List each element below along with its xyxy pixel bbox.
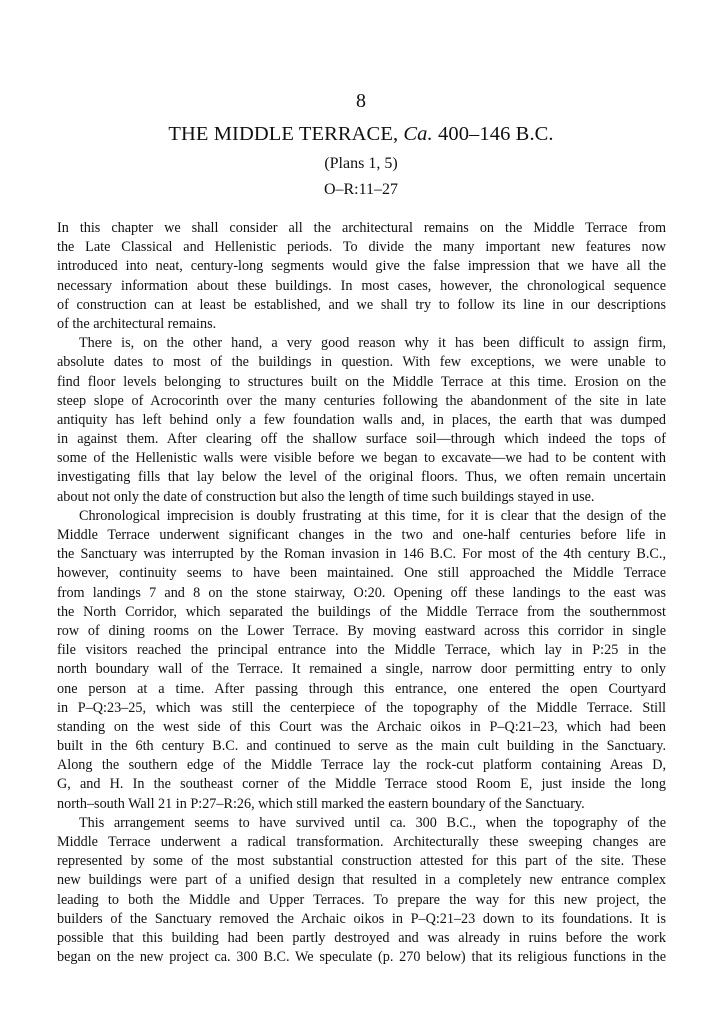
text-line: north–south Wall 21 in P:27–R:26, which still marked the eastern boundary of the Sanctuary. [57,795,585,812]
text-line: introduced into neat, century-long segments would give the false impression that we have all the [57,258,666,275]
text-line: Chronological imprecision is doubly frustrating at this time, for it is clear that the design of the [79,507,666,524]
text-line: G, and H. In the southeast corner of the Middle Terrace stood Room E, just inside the long [57,776,666,793]
text-line: represented by some of the most substantial construction attested for this part of the site. These [57,853,666,870]
text-line: In this chapter we shall consider all the architectural remains on the Middle Terrace from [57,220,666,236]
text-line: This arrangement seems to have survived until ca. 300 B.C., when the topography of the [79,814,666,831]
text-line: Along the southern edge of the Middle Terrace lay the rock-cut platform containing Areas D, [57,757,666,774]
chapter-title-circa: Ca. [403,123,433,145]
text-line: one person at a time. After passing through this entrance, one entered the open Courtyard [57,680,666,697]
text-line: There is, on the other hand, a very good reason why it has been difficult to assign firm, [79,335,666,352]
text-line: investigating fills that lay below the level of the original floors. Thus, we often remain uncertain [57,469,666,486]
text-line: Middle Terrace underwent a radical transformation. Architecturally these sweeping changes are [57,834,666,850]
text-line: in against them. After clearing off the shallow surface soil—through which indeed the tops of [57,431,666,448]
text-line: the Late Classical and Hellenistic periods. To divide the many important new features now [57,239,666,256]
body-text [57,219,666,967]
text-line: the North Corridor, which separated the buildings of the Middle Terrace from the southernmost [57,603,666,620]
plans-reference: (Plans 1, 5) [324,155,398,172]
text-line: steep slope of Acrocorinth over the many centuries following the abandonment of the site in late [57,392,666,409]
text-line: absolute dates to most of the buildings in question. With few exceptions, we were unable to [57,354,666,371]
text-line: began on the new project ca. 300 B.C. We speculate (p. 270 below) that its religious functions in the [57,949,666,966]
text-line: new buildings were part of a unified design that resulted in a completely new entrance complex [57,872,666,889]
grid-reference: O–R:11–27 [323,181,399,198]
text-line: about not only the date of construction but also the length of time such buildings stayed in use. [57,488,595,505]
text-line: leading to both the Middle and Upper Terraces. To prepare the way for this new project, the [57,891,666,908]
text-line: file visitors reached the principal entrance into the Middle Terrace, which lay in P:25 in the [57,642,666,659]
text-line: the Sanctuary was interrupted by the Roman invasion in 146 B.C. For most of the 4th century B.C., [57,546,666,563]
text-line: standing on the west side of this Court was the Archaic oikos in P–Q:21–23, which had been [57,718,666,735]
chapter-title-main: THE MIDDLE TERRACE, [168,123,404,145]
text-line: row of dining rooms on the Lower Terrace. By moving eastward across this corridor in single [57,622,666,639]
text-line: from landings 7 and 8 on the stone stairway, O:20. Opening off these landings to the east was [57,584,666,601]
text-line: some of the Hellenistic walls were visible before we began to excavate—we had to be content with [57,450,666,467]
text-line: of construction can at least be established, and we shall try to follow its line in our descriptions [57,296,666,313]
text-line: in P–Q:23–25, which was still the centerpiece of the topography of the Middle Terrace. Still [57,699,666,716]
chapter-title [0,121,722,147]
text-line: builders of the Sanctuary removed the Archaic oikos in P–Q:21–23 down to its foundations. It is [57,910,666,927]
text-line: possible that this building had been partly destroyed and was already in ruins before the work [57,929,666,946]
text-line: antiquity has left behind only a few foundation walls and, in places, the earth that was dumped [57,411,666,428]
chapter-title-dates: 400–146 B.C. [432,123,554,145]
text-line: built in the 6th century B.C. and continued to serve as the main cult building in the Sanctuary. [57,738,666,755]
text-line: north boundary wall of the Terrace. It remained a single, narrow door permitting entry to only [57,661,666,678]
text-line: of the architectural remains. [57,315,217,332]
text-line: find floor levels belonging to structures built on the Middle Terrace at this time. Erosion on the [57,373,666,390]
text-line: however, continuity seems to have been maintained. One still approached the Middle Terrace [57,565,666,582]
text-line: necessary information about these buildings. In most cases, however, the chronological sequence [57,277,666,294]
text-line: Middle Terrace underwent significant changes in the two and one-half centuries before life in [57,527,666,543]
chapter-number: 8 [356,90,366,112]
